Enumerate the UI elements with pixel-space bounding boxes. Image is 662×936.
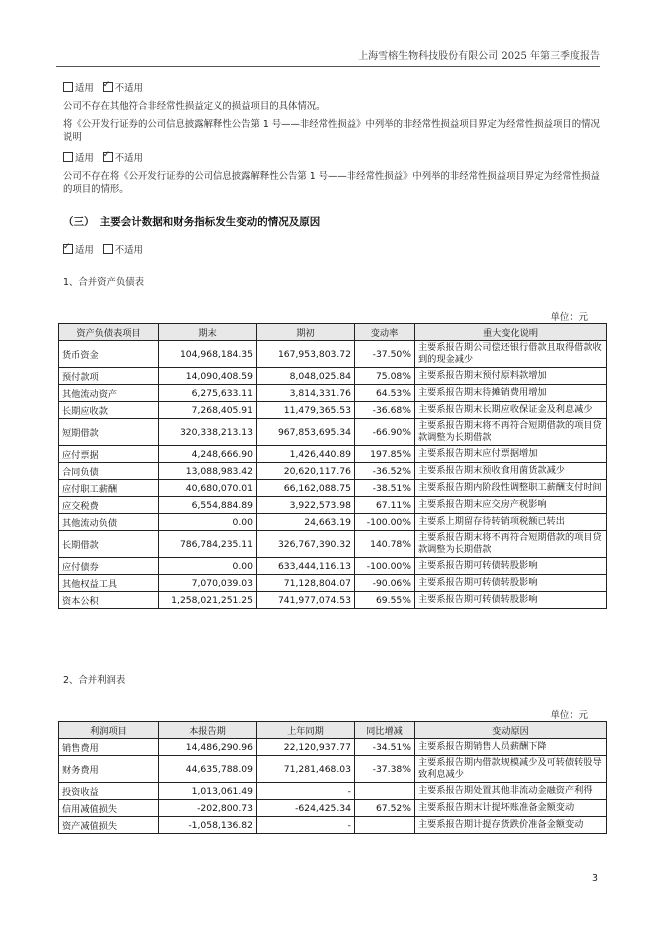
table-cell: 资本公积 <box>59 592 159 609</box>
table-cell <box>355 817 415 834</box>
table-cell: 786,784,235.11 <box>159 531 257 558</box>
table-row <box>59 575 607 592</box>
table-cell: 22,120,937.77 <box>257 739 355 756</box>
table-cell: 主要系报告期公司偿还银行借款且取得借款收到的现金减少 <box>415 341 607 368</box>
table-cell: 长期借款 <box>59 531 159 558</box>
table-cell: 8,048,025.84 <box>257 368 355 385</box>
table-row <box>59 402 607 419</box>
table-cell: 741,977,074.53 <box>257 592 355 609</box>
table-cell: 140.78% <box>355 531 415 558</box>
table-cell: 主要系报告期末预付原料款增加 <box>415 368 607 385</box>
table-cell: 主要系报告期可转债转股影响 <box>415 575 607 592</box>
table-cell: 71,281,468.03 <box>257 756 355 783</box>
table-cell: 6,554,884.89 <box>159 497 257 514</box>
checkbox-row-1 <box>63 82 603 95</box>
column-header: 期末 <box>159 324 257 341</box>
table-cell: - <box>257 783 355 800</box>
column-header: 上年同期 <box>257 722 355 739</box>
table-cell: 197.85% <box>355 446 415 463</box>
table-cell: -37.50% <box>355 341 415 368</box>
table-cell: 短期借款 <box>59 419 159 446</box>
label-applicable: 适用 <box>75 83 94 94</box>
table-cell: -100.00% <box>355 558 415 575</box>
checkbox-applicable <box>63 82 73 92</box>
table-cell: -37.38% <box>355 756 415 783</box>
table-cell: 24,663.19 <box>257 514 355 531</box>
table-cell: 应付债券 <box>59 558 159 575</box>
table-row <box>59 385 607 402</box>
table-row <box>59 817 607 834</box>
label-applicable: 适用 <box>75 245 94 256</box>
table-cell: 应交税费 <box>59 497 159 514</box>
table-cell: 71,128,804.07 <box>257 575 355 592</box>
table-cell: 财务费用 <box>59 756 159 783</box>
table-cell: 主要系上期留存待转销项税额已转出 <box>415 514 607 531</box>
balance-sheet-subtitle: 1、合并资产负债表 <box>63 277 144 288</box>
income-statement-subtitle: 2、合并利润表 <box>63 675 126 686</box>
table-cell: 66,162,088.75 <box>257 480 355 497</box>
table-cell: 主要系报告期末应交房产税影响 <box>415 497 607 514</box>
table-row <box>59 739 607 756</box>
table-row <box>59 480 607 497</box>
label-applicable: 适用 <box>75 153 94 164</box>
table-cell: 其他流动资产 <box>59 385 159 402</box>
header-title: 上海雪榕生物科技股份有限公司 2025 年第三季度报告 <box>358 51 600 62</box>
table-cell: 投资收益 <box>59 783 159 800</box>
table-cell: 3,814,331.76 <box>257 385 355 402</box>
table-row <box>59 446 607 463</box>
table-cell: 3,922,573.98 <box>257 497 355 514</box>
table-cell: 104,968,184.35 <box>159 341 257 368</box>
table-cell: 信用减值损失 <box>59 800 159 817</box>
table-cell: -1,058,136.82 <box>159 817 257 834</box>
checkbox-row-2 <box>63 152 603 165</box>
table-cell: 销售费用 <box>59 739 159 756</box>
table-cell: 主要系报告期末预收食用菌货款减少 <box>415 463 607 480</box>
table-row <box>59 368 607 385</box>
page-header <box>56 47 600 67</box>
table-cell: 14,486,290.96 <box>159 739 257 756</box>
table-cell: 320,338,213.13 <box>159 419 257 446</box>
paragraph-1: 公司不存在其他符合非经常性损益定义的损益项目的具体情况。 <box>63 101 326 112</box>
table-row <box>59 497 607 514</box>
table-cell: 7,268,405.91 <box>159 402 257 419</box>
page-number: 3 <box>592 873 598 884</box>
table-cell: 货币资金 <box>59 341 159 368</box>
table-cell: 67.52% <box>355 800 415 817</box>
table-cell: 主要系报告期内借款规模减少及可转债转股导致利息减少 <box>415 756 607 783</box>
table-cell: -36.68% <box>355 402 415 419</box>
table-cell: 0.00 <box>159 558 257 575</box>
table-cell: 主要系报告期末将不再符合短期借款的项目贷款调整为长期借款 <box>415 419 607 446</box>
income-statement-unit: 单位：元 <box>550 710 588 721</box>
table-cell: 主要系报告期末将不再符合短期借款的项目贷款调整为长期借款 <box>415 531 607 558</box>
table-cell: 11,479,365.53 <box>257 402 355 419</box>
table-cell: 预付款项 <box>59 368 159 385</box>
table-cell: 长期应收款 <box>59 402 159 419</box>
table-cell: 主要系报告期处置其他非流动金融资产利得 <box>415 783 607 800</box>
table-cell: 326,767,390.32 <box>257 531 355 558</box>
table-cell: 6,275,633.11 <box>159 385 257 402</box>
table-cell: -100.00% <box>355 514 415 531</box>
column-header: 本报告期 <box>159 722 257 739</box>
column-header: 期初 <box>257 324 355 341</box>
label-not-applicable: 不适用 <box>114 153 143 164</box>
table-cell: 64.53% <box>355 385 415 402</box>
table-cell: 其他权益工具 <box>59 575 159 592</box>
section-title: （三） 主要会计数据和财务指标发生变动的情况及原因 <box>63 216 321 228</box>
table-row <box>59 592 607 609</box>
table-cell: 1,013,061.49 <box>159 783 257 800</box>
paragraph-2: 将《公开发行证券的公司信息披露解释性公告第 1 号——非经常性损益》中列举的非经常性损益项目界定为经常性损益项目的情况说明 <box>63 119 600 143</box>
table-cell: 967,853,695.34 <box>257 419 355 446</box>
column-header: 变动原因 <box>415 722 607 739</box>
income-statement-table <box>58 721 607 834</box>
table-cell: 4,248,666.90 <box>159 446 257 463</box>
table-header-row <box>59 722 607 739</box>
table-cell <box>355 783 415 800</box>
table-cell: -624,425.34 <box>257 800 355 817</box>
label-not-applicable: 不适用 <box>114 83 143 94</box>
table-cell: 主要系报告期末应付票据增加 <box>415 446 607 463</box>
table-cell: 14,090,408.59 <box>159 368 257 385</box>
column-header: 资产负债表项目 <box>59 324 159 341</box>
checkbox-not-applicable <box>103 244 113 254</box>
checkbox-not-applicable <box>103 152 113 162</box>
table-cell: -66.90% <box>355 419 415 446</box>
table-row <box>59 341 607 368</box>
table-cell: 7,070,039.03 <box>159 575 257 592</box>
table-cell: 主要系报告期末计提坏账准备金额变动 <box>415 800 607 817</box>
checkbox-row-3 <box>63 244 603 257</box>
table-cell: 167,953,803.72 <box>257 341 355 368</box>
checkbox-not-applicable <box>103 82 113 92</box>
table-cell: -202,800.73 <box>159 800 257 817</box>
table-cell: 67.11% <box>355 497 415 514</box>
table-cell: 主要系报告期可转债转股影响 <box>415 558 607 575</box>
table-cell: 资产减值损失 <box>59 817 159 834</box>
table-row <box>59 463 607 480</box>
table-cell: 应付票据 <box>59 446 159 463</box>
table-cell: -38.51% <box>355 480 415 497</box>
table-cell: 633,444,116.13 <box>257 558 355 575</box>
table-cell: 75.08% <box>355 368 415 385</box>
column-header: 同比增减 <box>355 722 415 739</box>
table-cell: 1,426,440.89 <box>257 446 355 463</box>
balance-sheet-unit: 单位：元 <box>550 312 588 323</box>
table-cell: 20,620,117.76 <box>257 463 355 480</box>
table-cell: - <box>257 817 355 834</box>
table-cell: 合同负债 <box>59 463 159 480</box>
table-cell: 主要系报告期末待摊销费用增加 <box>415 385 607 402</box>
table-cell: 主要系报告期末长期应收保证金及利息减少 <box>415 402 607 419</box>
table-row <box>59 419 607 446</box>
table-cell: -34.51% <box>355 739 415 756</box>
paragraph-3: 公司不存在将《公开发行证券的公司信息披露解释性公告第 1 号——非经常性损益》中列举的非经常性损益项目界定为经常性损益的项目的情形。 <box>63 171 600 195</box>
table-row <box>59 800 607 817</box>
table-header-row <box>59 324 607 341</box>
column-header: 重大变化说明 <box>415 324 607 341</box>
table-cell: 应付职工薪酬 <box>59 480 159 497</box>
table-cell: 主要系报告期计提存货跌价准备金额变动 <box>415 817 607 834</box>
table-row <box>59 514 607 531</box>
table-row <box>59 531 607 558</box>
table-cell: 1,258,021,251.25 <box>159 592 257 609</box>
label-not-applicable: 不适用 <box>114 245 143 256</box>
table-cell: 主要系报告期内阶段性调整职工薪酬支付时间 <box>415 480 607 497</box>
table-cell: 主要系报告期可转债转股影响 <box>415 592 607 609</box>
balance-sheet-table <box>58 323 607 609</box>
table-row <box>59 756 607 783</box>
checkbox-applicable <box>63 244 73 254</box>
table-cell: 主要系报告期销售人员薪酬下降 <box>415 739 607 756</box>
table-cell: 40,680,070.01 <box>159 480 257 497</box>
table-row <box>59 558 607 575</box>
table-cell: 其他流动负债 <box>59 514 159 531</box>
table-cell: 44,635,788.09 <box>159 756 257 783</box>
checkbox-applicable <box>63 152 73 162</box>
table-cell: 13,088,983.42 <box>159 463 257 480</box>
table-row <box>59 783 607 800</box>
table-cell: 69.55% <box>355 592 415 609</box>
column-header: 利润项目 <box>59 722 159 739</box>
table-cell: -36.52% <box>355 463 415 480</box>
column-header: 变动率 <box>355 324 415 341</box>
table-cell: 0.00 <box>159 514 257 531</box>
table-cell: -90.06% <box>355 575 415 592</box>
